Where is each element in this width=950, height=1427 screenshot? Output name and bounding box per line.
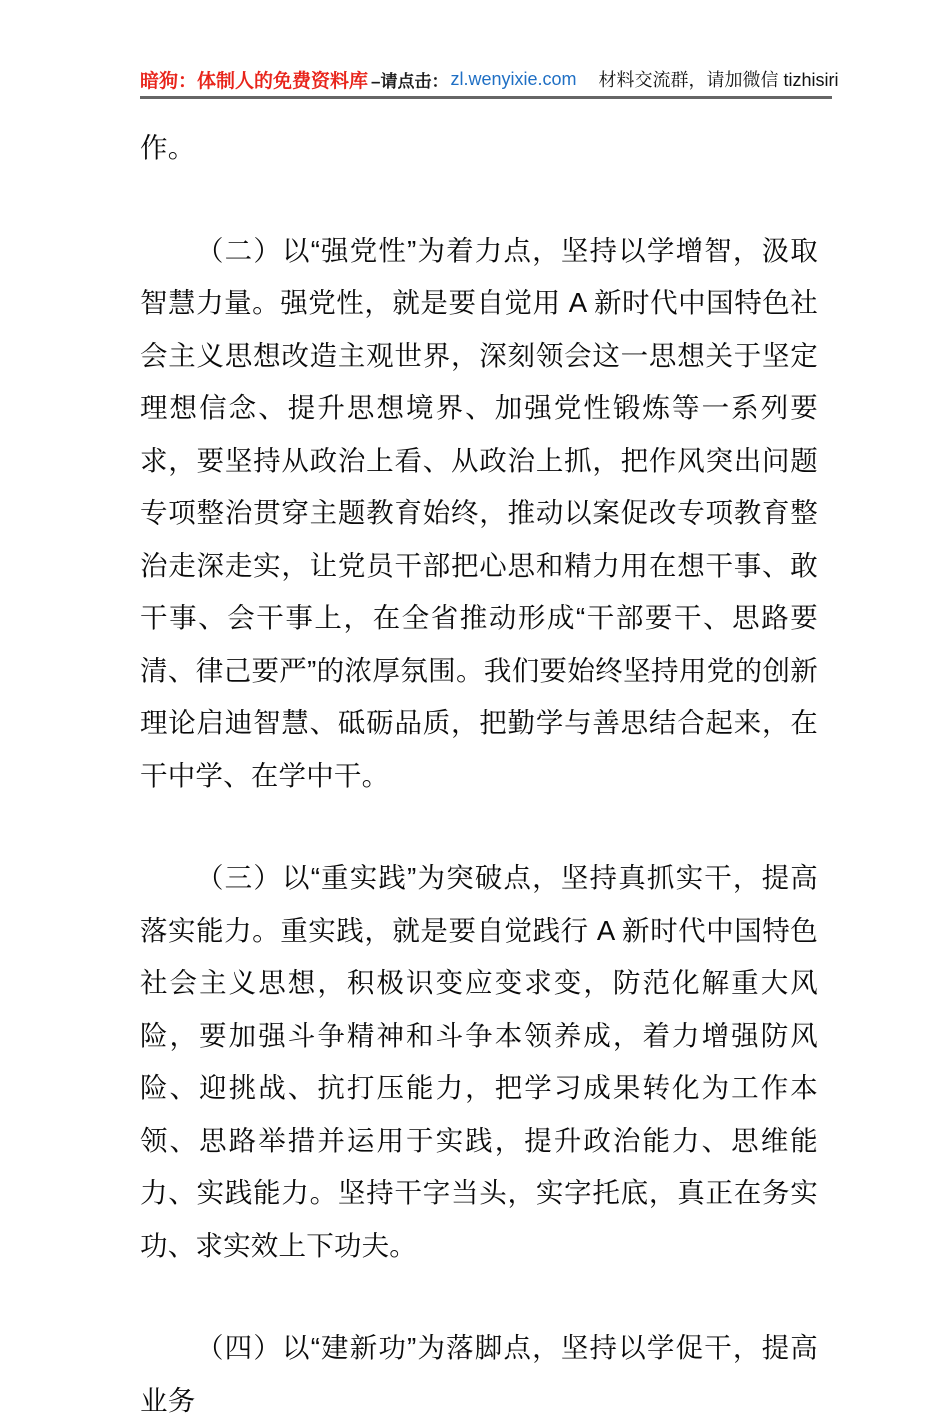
document-body bbox=[140, 122, 818, 1427]
paragraph-section-3: （三）以“重实践”为突破点，坚持真抓实干，提高落实能力。重实践，就是要自觉践行 A 新时代中国特色社会主义思想，积极识变应变求变，防范化解重大风险，要加强斗争精神和斗争本领养成，着力增强防风险、迎挑战、抗打压能力，把学习成果转化为工作本领、思路举措并运用于实践，提升政治能力、思维能力、实践能力。坚持干字当头，实字托底，真正在务实功、求实效上下功夫。 bbox=[140, 862, 818, 1261]
paragraph-spacer bbox=[140, 175, 818, 225]
promo-site-link[interactable]: zl.wenyixie.com bbox=[450, 68, 577, 89]
paragraph-spacer bbox=[140, 802, 818, 852]
header-divider-rule bbox=[140, 96, 832, 99]
paragraph-section-4: （四）以“建新功”为落脚点，坚持以学促干，提高业务 bbox=[140, 1332, 818, 1416]
promo-header-banner bbox=[140, 62, 839, 96]
promo-group-note: 材料交流群，请加微信 tizhisiri bbox=[598, 70, 839, 90]
promo-brand-text: 暗狗：体制人的免费资料库 bbox=[140, 70, 369, 92]
paragraph-section-2: （二）以“强党性”为着力点，坚持以学增智，汲取智慧力量。强党性，就是要自觉用 A 新时代中国特色社会主义思想改造主观世界，深刻领会这一思想关于坚定理想信念、提升思想境界、加强党性锻炼等一系列要求，要坚持从政治上看、从政治上抓，把作风突出问题专项整治贯穿主题教育始终，推动以案促改专项教育整治走深走实，让党员干部把心思和精力用在想干事、敢干事、会干事上，在全省推动形成“干部要干、思路要清、律己要严”的浓厚氛围。我们要始终坚持用党的创新理论启迪智慧、砥砺品质，把勤学与善思结合起来，在干中学、在学中干。 bbox=[140, 234, 818, 791]
paragraph-spacer bbox=[140, 1272, 818, 1322]
promo-click-prompt: –请点击： bbox=[371, 71, 449, 91]
paragraph-continuation: 作。 bbox=[140, 132, 196, 163]
